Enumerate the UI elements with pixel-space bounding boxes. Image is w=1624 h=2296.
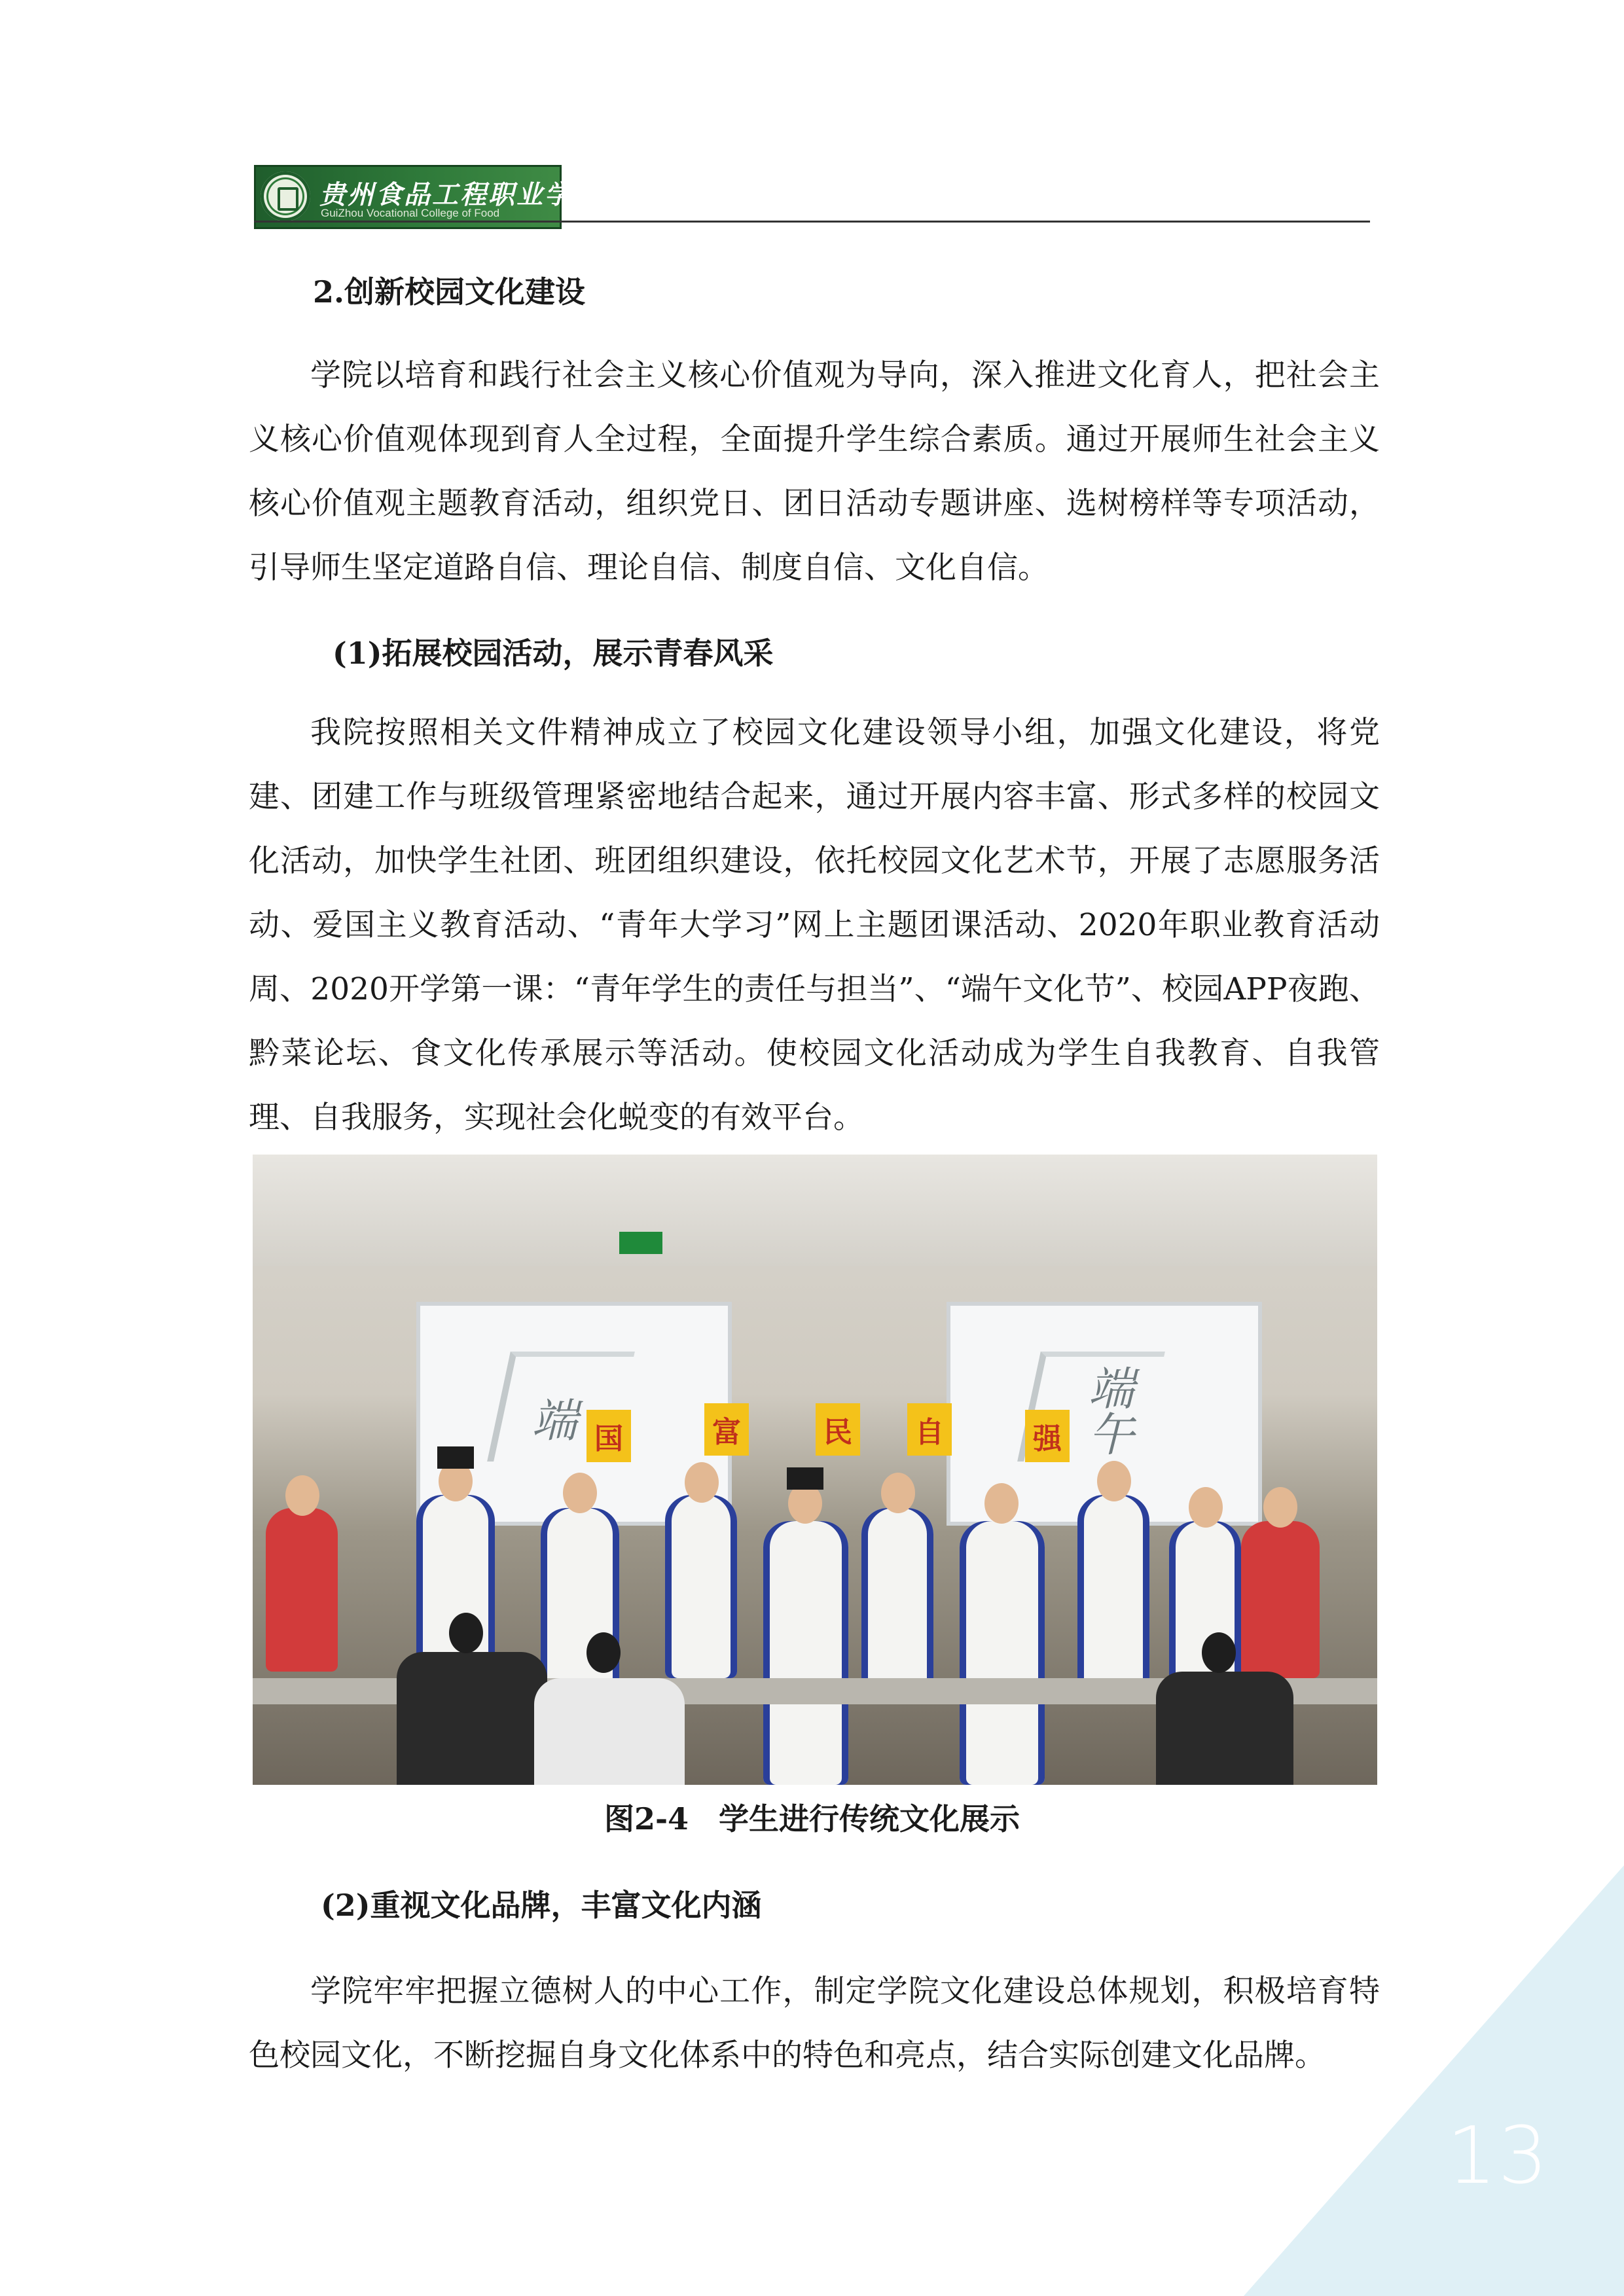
college-logo	[254, 165, 601, 229]
student-robed	[960, 1521, 1045, 1785]
sign-character: 民	[816, 1403, 860, 1456]
student-red-dress	[266, 1508, 338, 1672]
sign-character: 自	[907, 1403, 952, 1456]
college-english-name: GuiZhou Vocational College of Food	[321, 207, 500, 219]
student-robed	[541, 1508, 619, 1704]
student-head	[685, 1462, 719, 1503]
audience-member	[1156, 1672, 1293, 1785]
student-head	[984, 1483, 1019, 1524]
exit-sign-icon	[619, 1232, 662, 1254]
student-head	[1097, 1461, 1131, 1501]
student-red-dress	[1241, 1521, 1320, 1678]
sign-character: 国	[586, 1410, 631, 1462]
student-robed	[861, 1508, 933, 1704]
header-rule	[254, 221, 1370, 223]
figure-caption: 图2-4 学生进行传统文化展示	[604, 1801, 1020, 1837]
scholar-hat	[787, 1467, 823, 1490]
scholar-hat	[437, 1446, 474, 1469]
screen-text-left: 端	[532, 1394, 577, 1448]
student-robed	[1077, 1495, 1149, 1691]
section-heading: 2.创新校园文化建设	[313, 274, 586, 310]
paragraph-culture-brand: 学院牢牢把握立德树人的中心工作，制定学院文化建设总体规划，积极培育特色校园文化，不断挖掘自身文化体系中的特色和亮点，结合实际创建文化品牌。	[249, 1973, 1380, 2073]
sign-character: 强	[1025, 1410, 1070, 1462]
student-head	[881, 1473, 915, 1513]
subheading-campus-activities: (1)拓展校园活动，展示青春风采	[333, 636, 774, 671]
audience-head	[586, 1632, 621, 1673]
student-robed	[763, 1521, 848, 1785]
audience-member	[534, 1678, 685, 1785]
college-name: 贵州食品工程职业学院	[319, 180, 601, 210]
screen-text-right: 端午	[1081, 1365, 1134, 1456]
audience-head	[449, 1613, 483, 1653]
student-head	[1263, 1487, 1297, 1528]
paragraph-campus-activities: 我院按照相关文件精神成立了校园文化建设领导小组，加强文化建设，将党建、团建工作与班级管理紧密地结合起来，通过开展内容丰富、形式多样的校园文化活动，加快学生社团、班团组织建设，依托校园文化艺术节，开展了志愿服务活动、爱国主义教育活动、“青年大学习”网上主题团课活动、2020年职业教育活动周、2020开学第一课：“青年学生的责任与担当”、“端午文化节”、校园APP夜跑、黔菜论坛、食文化传承展示等活动。使校园文化活动成为学生自我教育、自我管理、自我服务，实现社会化蜕变的有效平台。	[249, 715, 1380, 1136]
student-head	[285, 1475, 319, 1516]
sign-character: 富	[704, 1403, 749, 1456]
photo-ceiling	[253, 1155, 1377, 1266]
photo-traditional-culture-show	[253, 1155, 1377, 1785]
college-seal-icon	[261, 171, 310, 221]
student-head	[1189, 1487, 1223, 1528]
student-robed	[665, 1495, 737, 1678]
page-number: 13	[1447, 2111, 1549, 2202]
audience-member	[397, 1652, 547, 1785]
paragraph-core-values: 学院以培育和践行社会主义核心价值观为导向，深入推进文化育人，把社会主义核心价值观体现到育人全过程，全面提升学生综合素质。通过开展师生社会主义核心价值观主题教育活动，组织党日、团日活动专题讲座、选树榜样等专项活动，引导师生坚定道路自信、理论自信、制度自信、文化自信。	[249, 357, 1380, 586]
student-head	[563, 1473, 597, 1513]
subheading-culture-brand: (2)重视文化品牌，丰富文化内涵	[321, 1888, 762, 1923]
audience-head	[1202, 1632, 1236, 1673]
